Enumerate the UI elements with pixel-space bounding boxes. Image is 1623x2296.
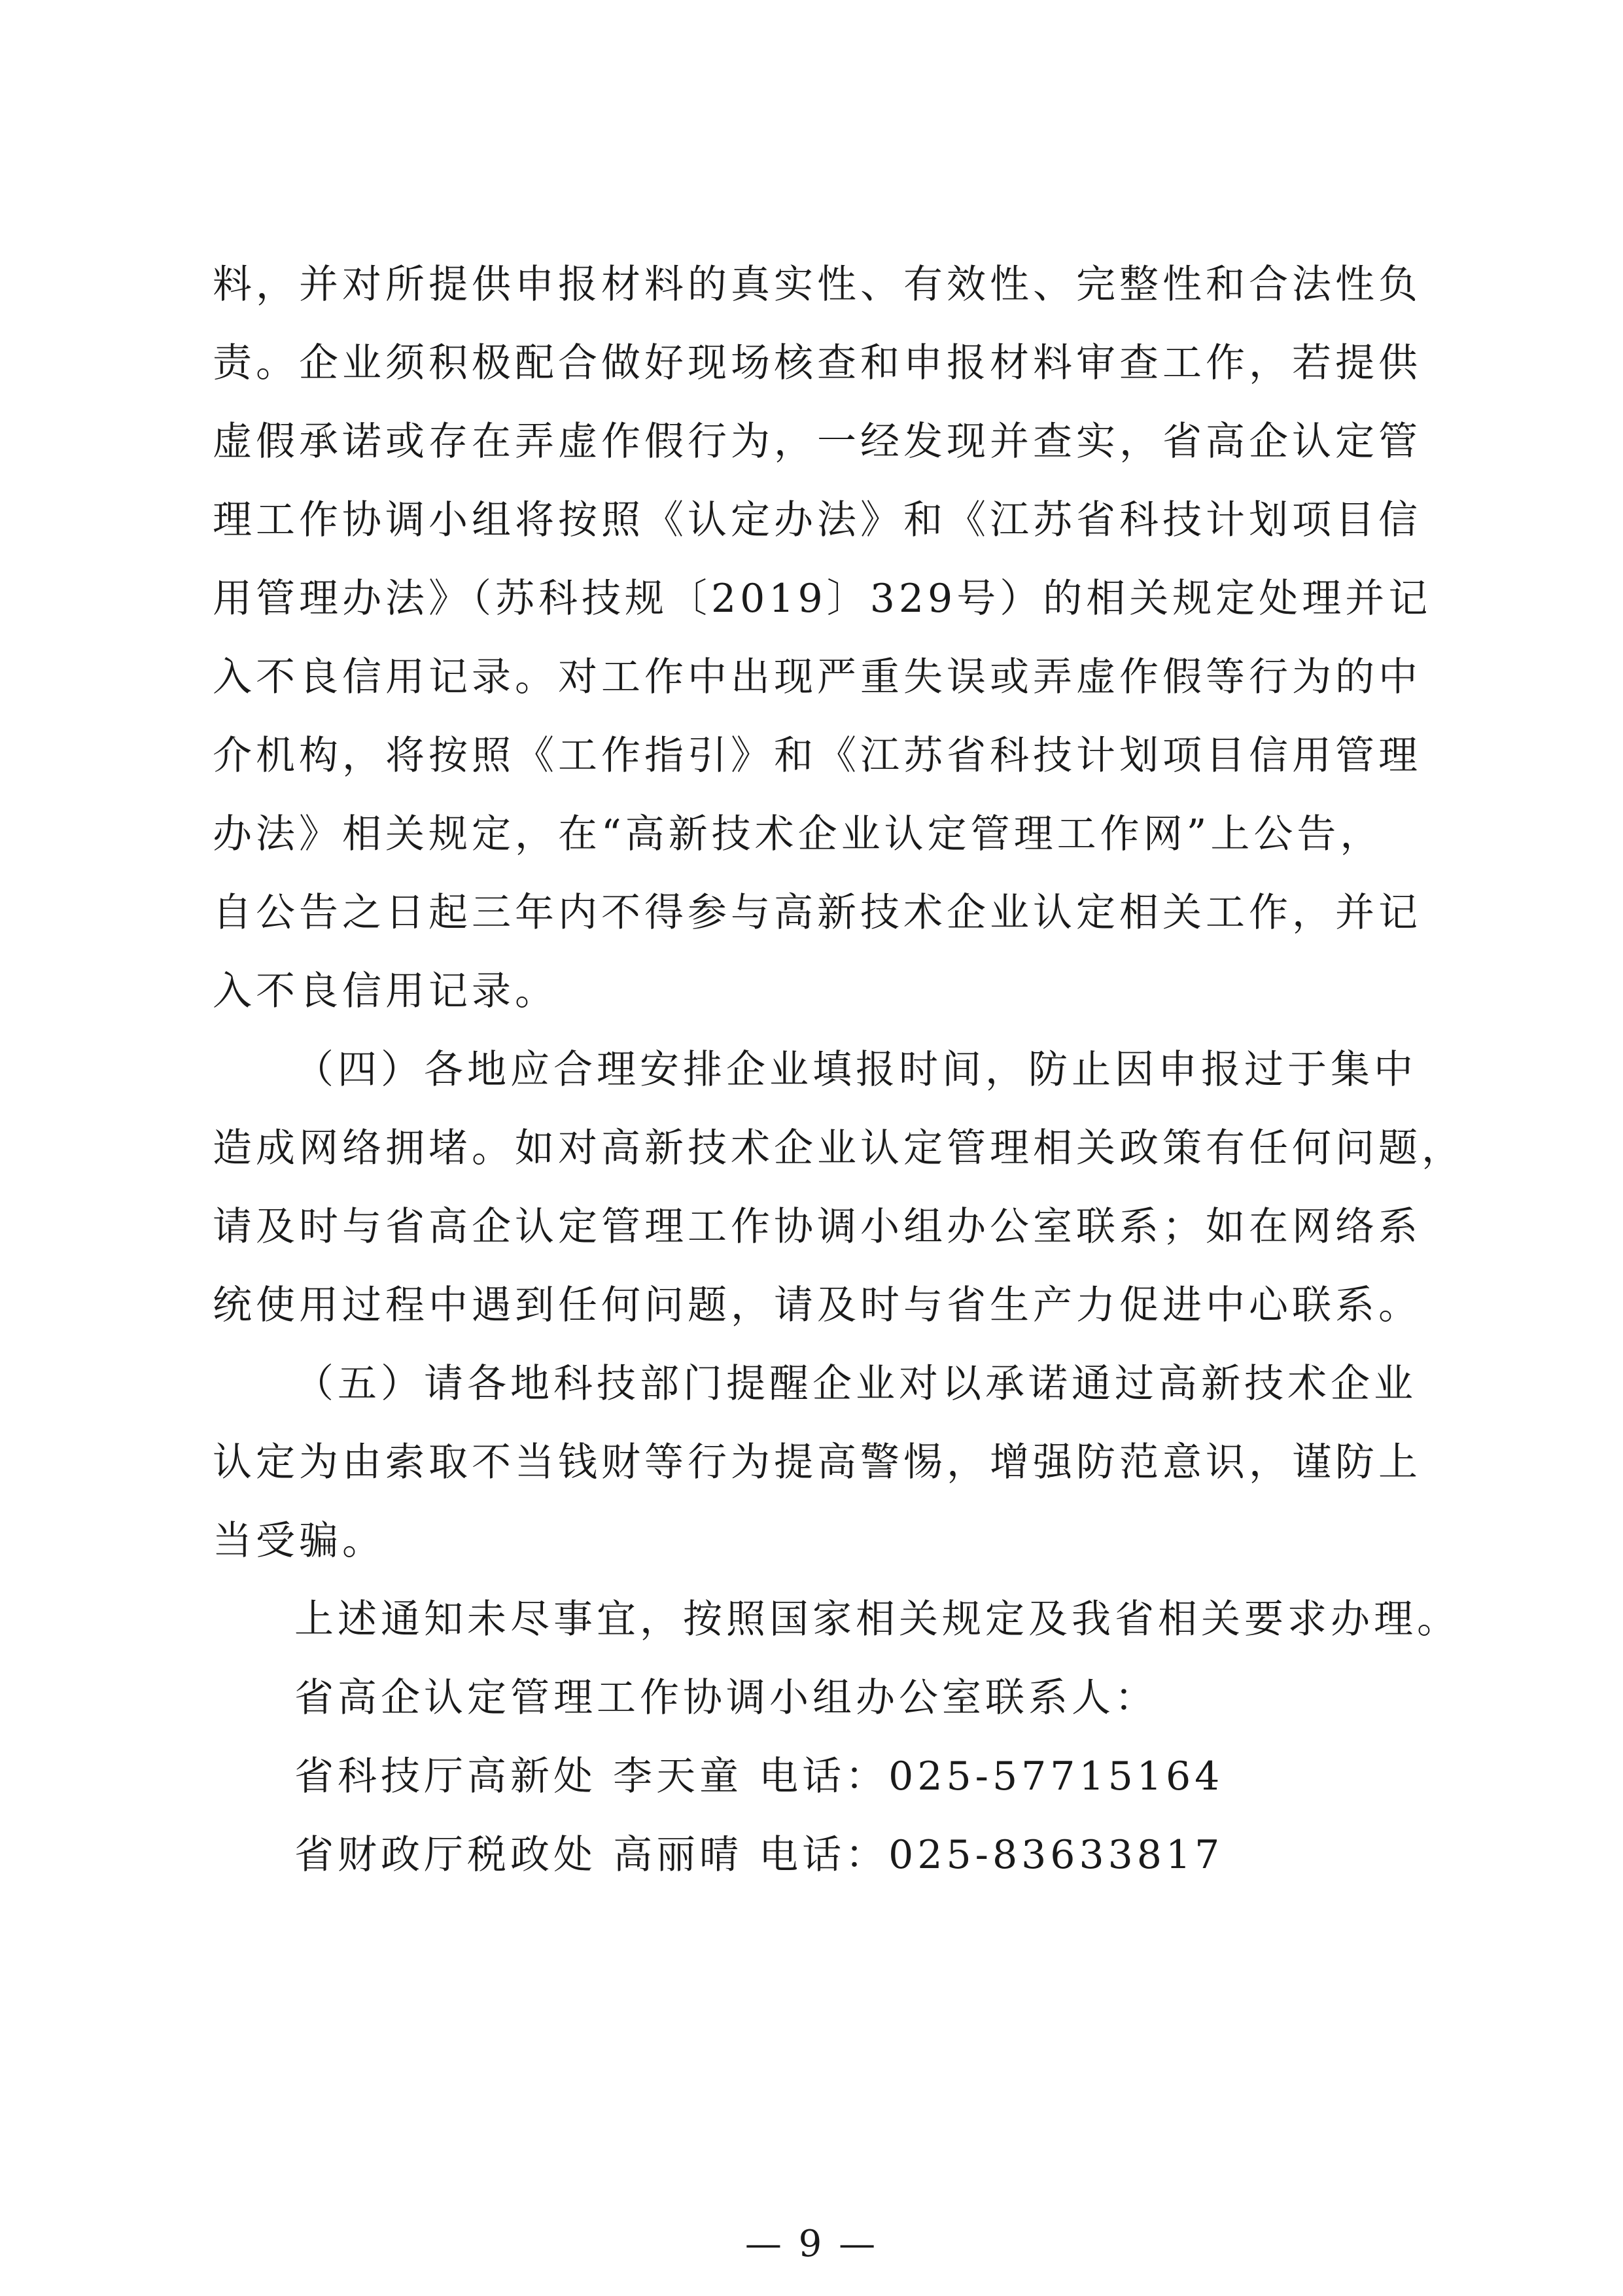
paragraph-line-3: 虚假承诺或存在弄虚作假行为，一经发现并查实，省高企认定管 [213, 419, 1422, 465]
paragraph-line-8: 办法》相关规定，在“高新技术企业认定管理工作网”上公告， [213, 811, 1384, 857]
paragraph-line-15: （五）请各地科技部门提醒企业对以承诺通过高新技术企业 [294, 1361, 1417, 1407]
paragraph-line-6: 入不良信用记录。对工作中出现严重失误或弄虚作假等行为的中 [213, 654, 1422, 700]
paragraph-line-1: 料，并对所提供申报材料的真实性、有效性、完整性和合法性负 [213, 262, 1422, 308]
paragraph-line-4: 理工作协调小组将按照《认定办法》和《江苏省科技计划项目信 [213, 497, 1422, 543]
paragraph-line-5: 用管理办法》（苏科技规〔2019〕329号）的相关规定处理并记 [213, 576, 1432, 622]
contact-line-2: 省财政厅税政处 高丽晴 电话：025-83633817 [294, 1832, 1224, 1878]
paragraph-line-7: 介机构，将按照《工作指引》和《江苏省科技计划项目信用管理 [213, 733, 1422, 779]
paragraph-line-13: 请及时与省高企认定管理工作协调小组办公室联系；如在网络系 [213, 1204, 1422, 1250]
contact-line-1: 省科技厅高新处 李天童 电话：025-57715164 [294, 1754, 1224, 1799]
paragraph-line-17: 当受骗。 [213, 1518, 385, 1564]
paragraph-line-11: （四）各地应合理安排企业填报时间，防止因申报过于集中 [294, 1047, 1417, 1093]
paragraph-line-12: 造成网络拥堵。如对高新技术企业认定管理相关政策有任何问题， [213, 1125, 1465, 1171]
paragraph-line-18: 上述通知未尽事宜，按照国家相关规定及我省相关要求办理。 [294, 1597, 1460, 1642]
paragraph-line-19: 省高企认定管理工作协调小组办公室联系人： [294, 1675, 1158, 1721]
paragraph-line-14: 统使用过程中遇到任何问题，请及时与省生产力促进中心联系。 [213, 1282, 1422, 1328]
paragraph-line-10: 入不良信用记录。 [213, 968, 558, 1014]
paragraph-line-16: 认定为由索取不当钱财等行为提高警惕，增强防范意识，谨防上 [213, 1439, 1422, 1485]
paragraph-line-9: 自公告之日起三年内不得参与高新技术企业认定相关工作，并记 [213, 890, 1422, 936]
page-number: — 9 — [744, 2223, 879, 2265]
paragraph-line-2: 责。企业须积极配合做好现场核查和申报材料审查工作，若提供 [213, 340, 1422, 386]
